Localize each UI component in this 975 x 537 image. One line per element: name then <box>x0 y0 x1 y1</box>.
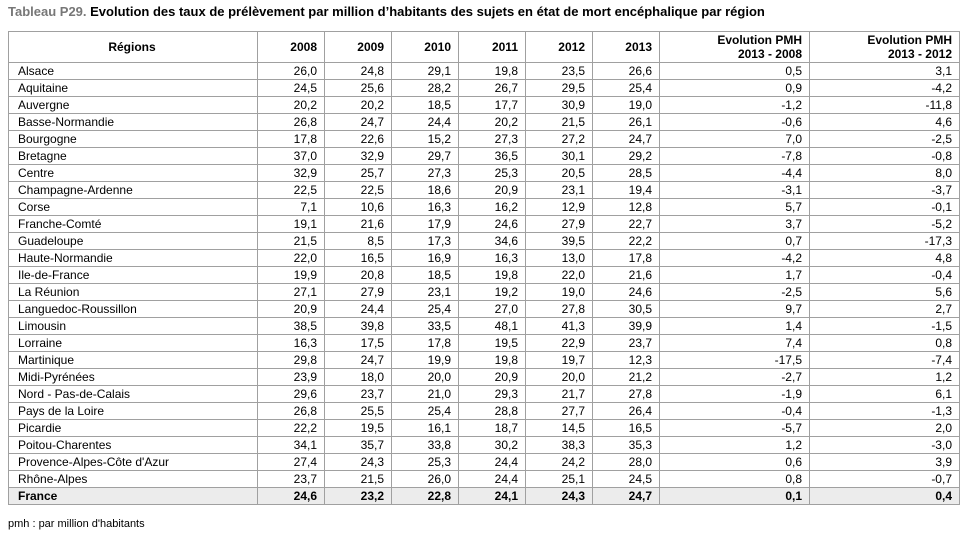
rate-cell: 21,5 <box>325 471 392 488</box>
rate-cell: 20,8 <box>325 267 392 284</box>
table-body <box>9 63 960 505</box>
table-row <box>9 97 960 114</box>
data-table <box>8 31 960 505</box>
rate-cell: 22,0 <box>526 267 593 284</box>
rate-cell: 26,6 <box>593 63 660 80</box>
evolution-cell: -2,7 <box>660 369 810 386</box>
table-row <box>9 165 960 182</box>
rate-cell: 26,4 <box>593 403 660 420</box>
evolution-cell: 0,5 <box>660 63 810 80</box>
rate-cell: 17,8 <box>392 335 459 352</box>
rate-cell: 29,7 <box>392 148 459 165</box>
rate-cell: 10,6 <box>325 199 392 216</box>
evolution-cell: -0,8 <box>810 148 960 165</box>
rate-cell: 24,7 <box>325 352 392 369</box>
evolution-cell: 7,4 <box>660 335 810 352</box>
rate-cell: 18,5 <box>392 97 459 114</box>
rate-cell: 24,3 <box>325 454 392 471</box>
table-row <box>9 216 960 233</box>
rate-cell: 24,5 <box>258 80 325 97</box>
rate-cell: 19,0 <box>593 97 660 114</box>
region-name: Bretagne <box>9 148 258 165</box>
header-evolution-2013-2012 <box>810 32 960 63</box>
region-name: Corse <box>9 199 258 216</box>
evolution-cell: 3,1 <box>810 63 960 80</box>
evolution-cell: -0,1 <box>810 199 960 216</box>
rate-cell: 18,5 <box>392 267 459 284</box>
rate-cell: 25,4 <box>392 403 459 420</box>
region-name: Pays de la Loire <box>9 403 258 420</box>
rate-cell: 27,0 <box>459 301 526 318</box>
rate-cell: 23,1 <box>392 284 459 301</box>
rate-cell: 26,8 <box>258 114 325 131</box>
rate-cell: 16,5 <box>593 420 660 437</box>
rate-cell: 18,7 <box>459 420 526 437</box>
rate-cell: 16,3 <box>258 335 325 352</box>
evolution-cell: -1,5 <box>810 318 960 335</box>
rate-cell: 27,3 <box>392 165 459 182</box>
rate-cell: 25,4 <box>392 301 459 318</box>
rate-cell: 7,1 <box>258 199 325 216</box>
rate-cell: 23,9 <box>258 369 325 386</box>
region-name: Haute-Normandie <box>9 250 258 267</box>
rate-cell: 15,2 <box>392 131 459 148</box>
table-row <box>9 182 960 199</box>
evolution-cell: -4,2 <box>660 250 810 267</box>
evolution-cell: 5,7 <box>660 199 810 216</box>
rate-cell: 25,1 <box>526 471 593 488</box>
rate-cell: 48,1 <box>459 318 526 335</box>
rate-cell: 27,8 <box>526 301 593 318</box>
evolution-cell: 4,8 <box>810 250 960 267</box>
evolution-cell: 0,8 <box>660 471 810 488</box>
rate-cell: 37,0 <box>258 148 325 165</box>
rate-cell: 24,7 <box>325 114 392 131</box>
rate-cell: 28,8 <box>459 403 526 420</box>
rate-cell: 14,5 <box>526 420 593 437</box>
header-row <box>9 32 960 63</box>
region-name: Alsace <box>9 63 258 80</box>
table-row <box>9 420 960 437</box>
rate-cell: 19,9 <box>392 352 459 369</box>
evolution-cell: -1,3 <box>810 403 960 420</box>
table-row <box>9 131 960 148</box>
evolution-cell: -4,2 <box>810 80 960 97</box>
rate-cell: 20,2 <box>325 97 392 114</box>
evolution-cell: -5,2 <box>810 216 960 233</box>
rate-cell: 17,8 <box>258 131 325 148</box>
table-row <box>9 267 960 284</box>
rate-cell: 24,4 <box>459 471 526 488</box>
rate-cell: 20,2 <box>459 114 526 131</box>
rate-cell: 17,7 <box>459 97 526 114</box>
rate-cell: 19,4 <box>593 182 660 199</box>
evolution-cell: -11,8 <box>810 97 960 114</box>
evolution-cell: 0,9 <box>660 80 810 97</box>
evolution-cell: 0,8 <box>810 335 960 352</box>
table-row <box>9 284 960 301</box>
header-year-2013: 2013 <box>593 32 660 63</box>
table-row <box>9 250 960 267</box>
rate-cell: 18,0 <box>325 369 392 386</box>
table-row <box>9 318 960 335</box>
rate-cell: 25,3 <box>459 165 526 182</box>
rate-cell: 8,5 <box>325 233 392 250</box>
table-title-text: Evolution des taux de prélèvement par million d’habitants des sujets en état de mort encéphalique par région <box>90 4 765 19</box>
evolution-cell: 2,0 <box>810 420 960 437</box>
evolution-cell: 0,6 <box>660 454 810 471</box>
evolution-cell: 1,2 <box>660 437 810 454</box>
rate-cell: 19,8 <box>459 63 526 80</box>
total-row <box>9 488 960 505</box>
rate-cell: 39,8 <box>325 318 392 335</box>
header-evolution-period: 2013 - 2012 <box>887 47 952 61</box>
table-row <box>9 301 960 318</box>
rate-cell: 24,6 <box>258 488 325 505</box>
rate-cell: 26,1 <box>593 114 660 131</box>
table-row <box>9 80 960 97</box>
rate-cell: 17,5 <box>325 335 392 352</box>
rate-cell: 29,6 <box>258 386 325 403</box>
evolution-cell: 3,7 <box>660 216 810 233</box>
rate-cell: 25,3 <box>392 454 459 471</box>
rate-cell: 12,8 <box>593 199 660 216</box>
rate-cell: 29,3 <box>459 386 526 403</box>
rate-cell: 24,4 <box>325 301 392 318</box>
rate-cell: 35,3 <box>593 437 660 454</box>
header-evolution-label: Evolution PMH <box>867 33 952 47</box>
region-name: Languedoc-Roussillon <box>9 301 258 318</box>
region-name: Centre <box>9 165 258 182</box>
rate-cell: 38,5 <box>258 318 325 335</box>
evolution-cell: -3,0 <box>810 437 960 454</box>
rate-cell: 20,0 <box>526 369 593 386</box>
region-name: Martinique <box>9 352 258 369</box>
rate-cell: 16,3 <box>392 199 459 216</box>
evolution-cell: -0,4 <box>660 403 810 420</box>
rate-cell: 24,4 <box>459 454 526 471</box>
region-name: Lorraine <box>9 335 258 352</box>
table-row <box>9 403 960 420</box>
rate-cell: 20,2 <box>258 97 325 114</box>
rate-cell: 19,8 <box>459 352 526 369</box>
region-name: Rhône-Alpes <box>9 471 258 488</box>
rate-cell: 27,9 <box>325 284 392 301</box>
rate-cell: 17,9 <box>392 216 459 233</box>
rate-cell: 21,5 <box>526 114 593 131</box>
rate-cell: 23,7 <box>325 386 392 403</box>
rate-cell: 16,1 <box>392 420 459 437</box>
rate-cell: 28,0 <box>593 454 660 471</box>
rate-cell: 26,8 <box>258 403 325 420</box>
table-row <box>9 471 960 488</box>
rate-cell: 22,8 <box>392 488 459 505</box>
rate-cell: 21,5 <box>258 233 325 250</box>
rate-cell: 25,6 <box>325 80 392 97</box>
rate-cell: 24,2 <box>526 454 593 471</box>
rate-cell: 24,6 <box>459 216 526 233</box>
rate-cell: 17,3 <box>392 233 459 250</box>
rate-cell: 34,6 <box>459 233 526 250</box>
rate-cell: 16,2 <box>459 199 526 216</box>
rate-cell: 24,5 <box>593 471 660 488</box>
evolution-cell: 6,1 <box>810 386 960 403</box>
evolution-cell: 8,0 <box>810 165 960 182</box>
evolution-cell: 1,7 <box>660 267 810 284</box>
rate-cell: 20,0 <box>392 369 459 386</box>
evolution-cell: -5,7 <box>660 420 810 437</box>
header-year-2012: 2012 <box>526 32 593 63</box>
rate-cell: 27,1 <box>258 284 325 301</box>
table-row <box>9 199 960 216</box>
rate-cell: 36,5 <box>459 148 526 165</box>
region-name: Nord - Pas-de-Calais <box>9 386 258 403</box>
rate-cell: 22,2 <box>258 420 325 437</box>
evolution-cell: 2,7 <box>810 301 960 318</box>
rate-cell: 26,7 <box>459 80 526 97</box>
evolution-cell: 1,2 <box>810 369 960 386</box>
table-row <box>9 352 960 369</box>
evolution-cell: 0,7 <box>660 233 810 250</box>
rate-cell: 29,5 <box>526 80 593 97</box>
header-year-2011: 2011 <box>459 32 526 63</box>
rate-cell: 23,1 <box>526 182 593 199</box>
rate-cell: 27,2 <box>526 131 593 148</box>
rate-cell: 16,3 <box>459 250 526 267</box>
rate-cell: 20,9 <box>459 369 526 386</box>
rate-cell: 24,7 <box>593 131 660 148</box>
header-evolution-2013-2008 <box>660 32 810 63</box>
evolution-cell: 0,1 <box>660 488 810 505</box>
table-title <box>8 4 765 19</box>
evolution-cell: 4,6 <box>810 114 960 131</box>
region-name: Limousin <box>9 318 258 335</box>
rate-cell: 35,7 <box>325 437 392 454</box>
evolution-cell: 3,9 <box>810 454 960 471</box>
header-evolution-period: 2013 - 2008 <box>737 47 802 61</box>
rate-cell: 19,7 <box>526 352 593 369</box>
rate-cell: 27,4 <box>258 454 325 471</box>
rate-cell: 24,6 <box>593 284 660 301</box>
region-name: Basse-Normandie <box>9 114 258 131</box>
evolution-cell: -17,5 <box>660 352 810 369</box>
rate-cell: 12,3 <box>593 352 660 369</box>
rate-cell: 27,8 <box>593 386 660 403</box>
rate-cell: 30,2 <box>459 437 526 454</box>
region-name: Guadeloupe <box>9 233 258 250</box>
table-row <box>9 63 960 80</box>
rate-cell: 39,5 <box>526 233 593 250</box>
rate-cell: 13,0 <box>526 250 593 267</box>
evolution-cell: -1,9 <box>660 386 810 403</box>
rate-cell: 29,8 <box>258 352 325 369</box>
table-row <box>9 335 960 352</box>
region-name: Bourgogne <box>9 131 258 148</box>
header-year-2009: 2009 <box>325 32 392 63</box>
rate-cell: 22,6 <box>325 131 392 148</box>
evolution-cell: -0,7 <box>810 471 960 488</box>
rate-cell: 38,3 <box>526 437 593 454</box>
region-name: Poitou-Charentes <box>9 437 258 454</box>
rate-cell: 20,9 <box>459 182 526 199</box>
rate-cell: 23,7 <box>258 471 325 488</box>
evolution-cell: -0,6 <box>660 114 810 131</box>
rate-cell: 24,3 <box>526 488 593 505</box>
evolution-cell: 0,4 <box>810 488 960 505</box>
rate-cell: 22,5 <box>325 182 392 199</box>
rate-cell: 32,9 <box>325 148 392 165</box>
table-row <box>9 233 960 250</box>
rate-cell: 23,7 <box>593 335 660 352</box>
region-name: France <box>9 488 258 505</box>
evolution-cell: 9,7 <box>660 301 810 318</box>
region-name: Champagne-Ardenne <box>9 182 258 199</box>
rate-cell: 26,0 <box>258 63 325 80</box>
rate-cell: 19,0 <box>526 284 593 301</box>
header-year-2010: 2010 <box>392 32 459 63</box>
evolution-cell: -17,3 <box>810 233 960 250</box>
rate-cell: 22,9 <box>526 335 593 352</box>
rate-cell: 33,8 <box>392 437 459 454</box>
region-name: Ile-de-France <box>9 267 258 284</box>
header-evolution-label: Evolution PMH <box>717 33 802 47</box>
evolution-cell: 5,6 <box>810 284 960 301</box>
rate-cell: 21,7 <box>526 386 593 403</box>
rate-cell: 28,2 <box>392 80 459 97</box>
rate-cell: 24,1 <box>459 488 526 505</box>
rate-cell: 25,4 <box>593 80 660 97</box>
evolution-cell: 7,0 <box>660 131 810 148</box>
rate-cell: 27,3 <box>459 131 526 148</box>
evolution-cell: -2,5 <box>660 284 810 301</box>
rate-cell: 16,9 <box>392 250 459 267</box>
rate-cell: 33,5 <box>392 318 459 335</box>
region-name: Franche-Comté <box>9 216 258 233</box>
rate-cell: 41,3 <box>526 318 593 335</box>
rate-cell: 20,9 <box>258 301 325 318</box>
region-name: Aquitaine <box>9 80 258 97</box>
region-name: Auvergne <box>9 97 258 114</box>
region-name: Provence-Alpes-Côte d'Azur <box>9 454 258 471</box>
rate-cell: 39,9 <box>593 318 660 335</box>
table-row <box>9 437 960 454</box>
rate-cell: 30,5 <box>593 301 660 318</box>
rate-cell: 18,6 <box>392 182 459 199</box>
rate-cell: 12,9 <box>526 199 593 216</box>
header-regions: Régions <box>9 32 258 63</box>
evolution-cell: -3,1 <box>660 182 810 199</box>
rate-cell: 23,2 <box>325 488 392 505</box>
rate-cell: 24,7 <box>593 488 660 505</box>
table-row <box>9 454 960 471</box>
rate-cell: 27,7 <box>526 403 593 420</box>
table-row <box>9 386 960 403</box>
evolution-cell: -4,4 <box>660 165 810 182</box>
rate-cell: 29,1 <box>392 63 459 80</box>
rate-cell: 29,2 <box>593 148 660 165</box>
table-row <box>9 369 960 386</box>
rate-cell: 27,9 <box>526 216 593 233</box>
rate-cell: 19,5 <box>459 335 526 352</box>
rate-cell: 21,6 <box>325 216 392 233</box>
rate-cell: 34,1 <box>258 437 325 454</box>
region-name: Midi-Pyrénées <box>9 369 258 386</box>
rate-cell: 23,5 <box>526 63 593 80</box>
rate-cell: 22,0 <box>258 250 325 267</box>
rate-cell: 16,5 <box>325 250 392 267</box>
evolution-cell: -2,5 <box>810 131 960 148</box>
rate-cell: 24,8 <box>325 63 392 80</box>
rate-cell: 25,5 <box>325 403 392 420</box>
header-year-2008: 2008 <box>258 32 325 63</box>
table-number: Tableau P29. <box>8 4 87 19</box>
rate-cell: 21,0 <box>392 386 459 403</box>
footnote: pmh : par million d'habitants <box>8 518 145 530</box>
rate-cell: 19,5 <box>325 420 392 437</box>
rate-cell: 19,2 <box>459 284 526 301</box>
rate-cell: 22,5 <box>258 182 325 199</box>
evolution-cell: -7,8 <box>660 148 810 165</box>
rate-cell: 22,7 <box>593 216 660 233</box>
rate-cell: 30,1 <box>526 148 593 165</box>
rate-cell: 24,4 <box>392 114 459 131</box>
evolution-cell: 1,4 <box>660 318 810 335</box>
table-row <box>9 148 960 165</box>
evolution-cell: -1,2 <box>660 97 810 114</box>
rate-cell: 32,9 <box>258 165 325 182</box>
rate-cell: 19,1 <box>258 216 325 233</box>
rate-cell: 25,7 <box>325 165 392 182</box>
rate-cell: 30,9 <box>526 97 593 114</box>
rate-cell: 19,8 <box>459 267 526 284</box>
rate-cell: 21,6 <box>593 267 660 284</box>
evolution-cell: -0,4 <box>810 267 960 284</box>
table-row <box>9 114 960 131</box>
rate-cell: 20,5 <box>526 165 593 182</box>
rate-cell: 22,2 <box>593 233 660 250</box>
region-name: Picardie <box>9 420 258 437</box>
rate-cell: 21,2 <box>593 369 660 386</box>
rate-cell: 28,5 <box>593 165 660 182</box>
rate-cell: 19,9 <box>258 267 325 284</box>
rate-cell: 17,8 <box>593 250 660 267</box>
evolution-cell: -7,4 <box>810 352 960 369</box>
region-name: La Réunion <box>9 284 258 301</box>
evolution-cell: -3,7 <box>810 182 960 199</box>
rate-cell: 26,0 <box>392 471 459 488</box>
